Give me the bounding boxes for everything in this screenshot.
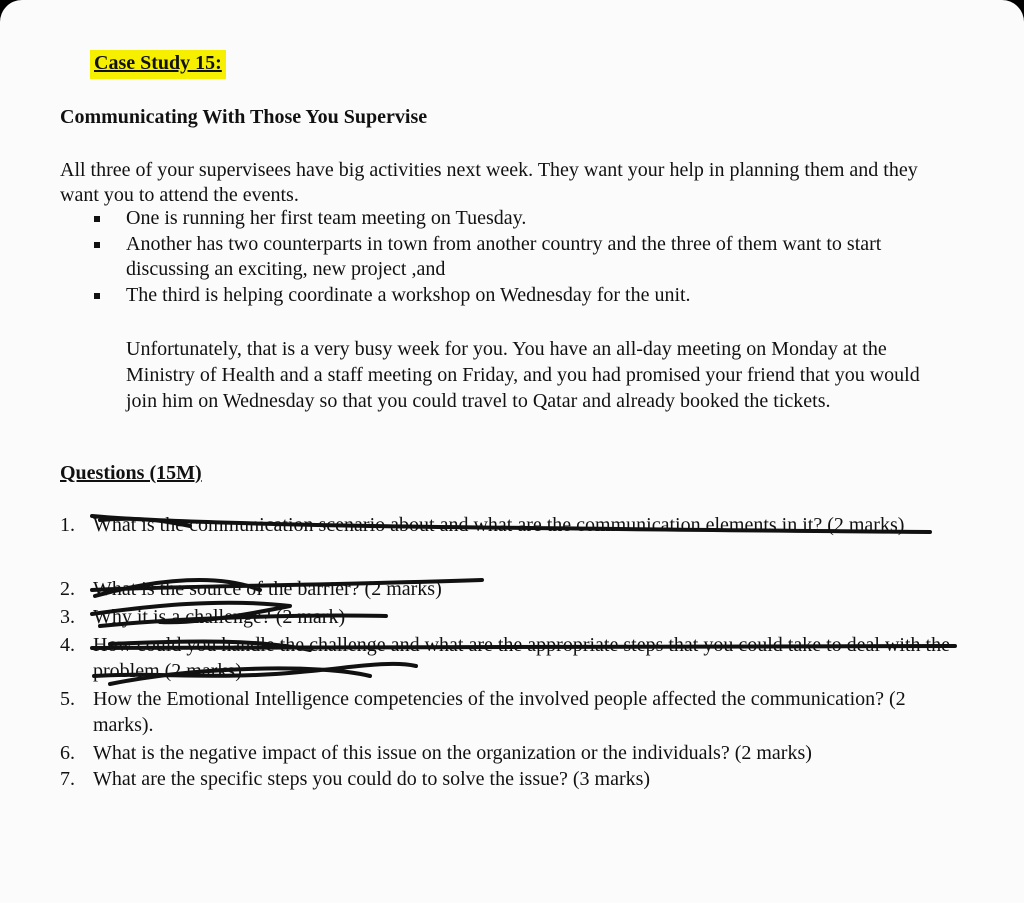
question-item	[60, 740, 960, 766]
bullet-list	[60, 206, 960, 309]
document-subtitle: Communicating With Those You Supervise	[60, 106, 428, 128]
question-text: Why it is a challenge? (2 mark)	[93, 606, 346, 628]
bullet-item: One is running her first team meeting on Tuesday.	[60, 206, 960, 231]
question-number: 1.	[60, 514, 75, 536]
intro-paragraph: All three of your supervisees have big activities next week. They want your help in planning them and they want you to attend the events.	[60, 159, 918, 206]
questions-list	[60, 512, 960, 792]
bullet-item: The third is helping coordinate a workshop on Wednesday for the unit.	[60, 283, 960, 308]
question-item	[60, 686, 960, 740]
question-text: What is the negative impact of this issue on the organization or the individuals? (2 marks)	[93, 742, 812, 764]
question-item	[60, 632, 960, 686]
question-text: How could you handle the challenge and what are the appropriate steps that you could take to deal with the problem (2 marks)	[93, 634, 950, 682]
question-item	[60, 766, 960, 792]
question-item	[60, 512, 960, 576]
question-text: What are the specific steps you could do to solve the issue? (3 marks)	[93, 768, 651, 790]
question-item	[60, 604, 960, 632]
question-text: What is the source of the barrier? (2 marks)	[93, 578, 442, 600]
case-study-title: Case Study 15:	[90, 50, 226, 79]
questions-heading: Questions (15M)	[60, 462, 202, 484]
body-paragraph: Unfortunately, that is a very busy week for you. You have an all-day meeting on Monday at the Ministry of Health and a staff meeting on Friday, and you had promised your friend that you would join him on Wednesday so that you could travel to Qatar and already booked the tickets.	[126, 338, 920, 412]
question-number: 5.	[60, 688, 75, 710]
question-number: 6.	[60, 742, 75, 764]
question-number: 7.	[60, 768, 75, 790]
bullet-item: Another has two counterparts in town from another country and the three of them want to start discussing an exciting, new project ,and	[60, 232, 960, 282]
question-number: 3.	[60, 606, 75, 628]
question-text: What is the communication scenario about and what are the communication elements in it? (2 marks)	[93, 514, 905, 536]
question-number: 2.	[60, 578, 75, 600]
question-number: 4.	[60, 634, 75, 656]
question-item	[60, 576, 960, 604]
question-text: How the Emotional Intelligence competencies of the involved people affected the communication? (2 marks).	[93, 688, 906, 736]
